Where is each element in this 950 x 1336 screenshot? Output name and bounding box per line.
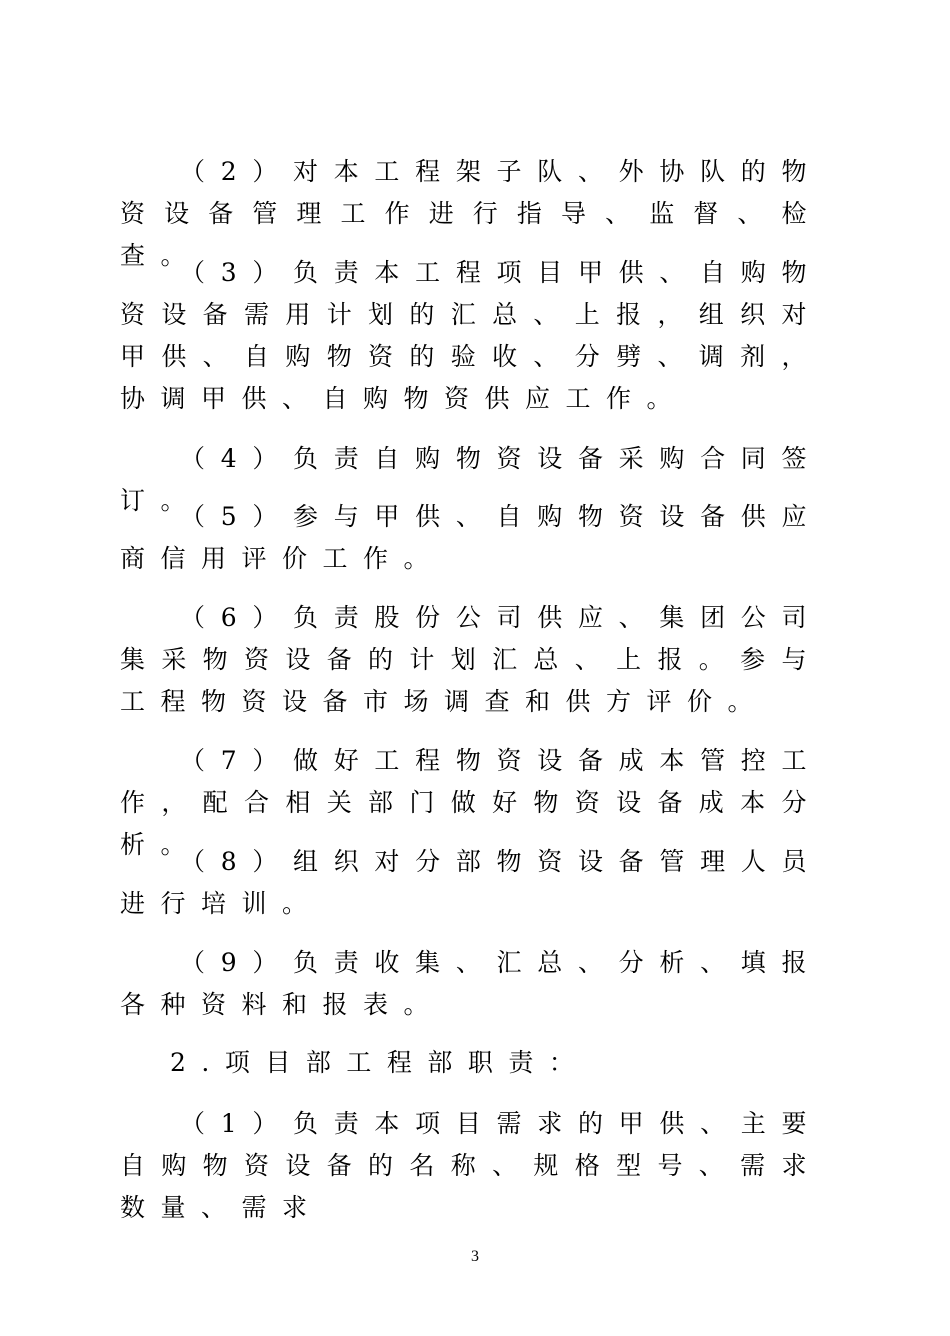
section-heading: 2.项目部工程部职责： [170,1048,590,1077]
paragraph-item-3: （3）负责本工程项目甲供、自购物资设备需用计划的汇总、上报，组织对甲供、自购物资的验收、分劈、调剂，协调甲供、自购物资供应工作。 [120,258,822,413]
paragraph-item-2: （2）对本工程架子队、外协队的物资设备管理工作进行指导、监督、检查。 [120,157,822,270]
paragraph-item-1: （1）负责本项目需求的甲供、主要自购物资设备的名称、规格型号、需求数量、需求 [120,1109,822,1222]
paragraph-item-8: （8）组织对分部物资设备管理人员进行培训。 [120,847,822,918]
paragraph-item-5: （5）参与甲供、自购物资设备供应商信用评价工作。 [120,502,822,573]
paragraph-item-7: （7）做好工程物资设备成本管控工作，配合相关部门做好物资设备成本分析。 [120,746,822,859]
paragraph-item-4: （4）负责自购物资设备采购合同签订。 [120,444,822,515]
paragraph-item-9: （9）负责收集、汇总、分析、填报各种资料和报表。 [120,948,822,1019]
page-number: 3 [471,1248,479,1265]
paragraph-item-6: （6）负责股份公司供应、集团公司集采物资设备的计划汇总、上报。参与工程物资设备市场调查和供方评价。 [120,603,822,716]
